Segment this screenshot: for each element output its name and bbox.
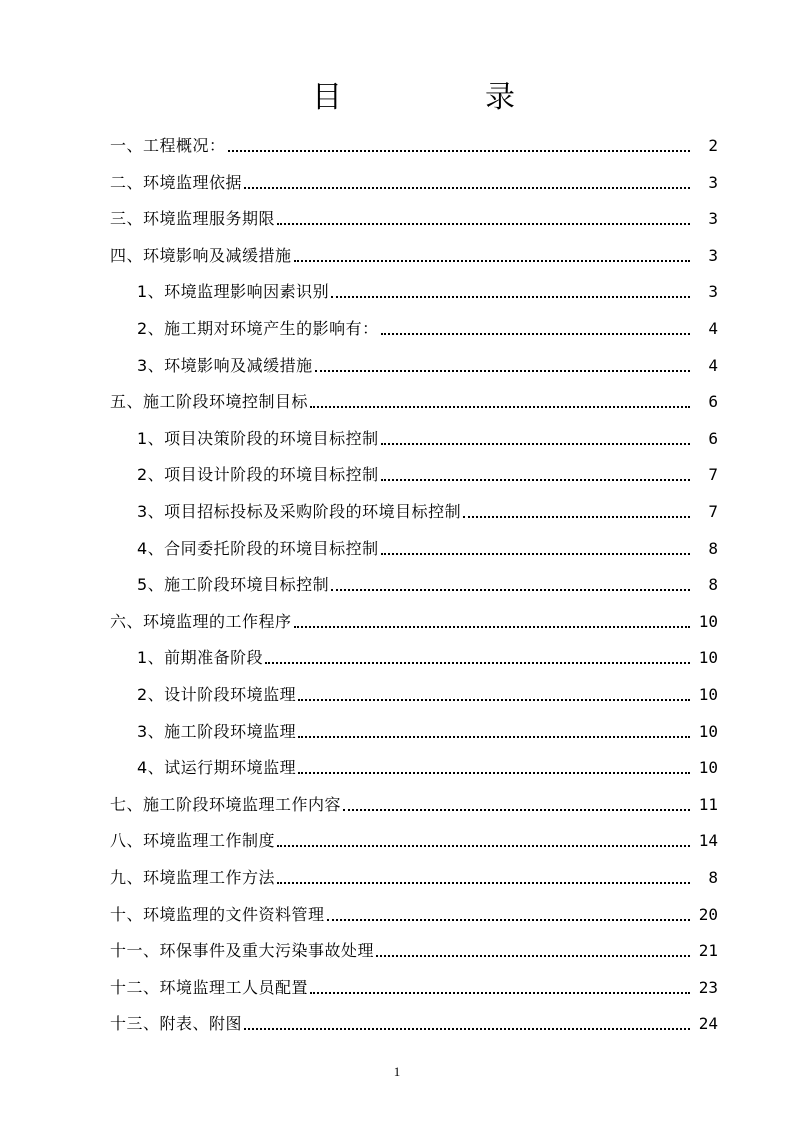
toc-entry-page-number: 7 (708, 502, 718, 521)
toc-entry-label: 四、环境影响及减缓措施 (110, 245, 292, 265)
toc-entry-label: 十、环境监理的文件资料管理 (110, 904, 325, 924)
toc-dot-leader (315, 370, 690, 372)
toc-entry-label: 五、施工阶段环境控制目标 (110, 392, 309, 412)
toc-entry-page-number: 10 (698, 758, 718, 778)
toc-entry-page-number: 8 (708, 575, 718, 595)
toc-entry-page-number: 20 (698, 904, 718, 924)
toc-entry-page-number: 23 (698, 977, 718, 997)
toc-dot-leader (327, 919, 690, 921)
toc-entry-label: 3、项目招标投标及采购阶段的环境目标控制 (137, 502, 462, 521)
toc-entry-page-number: 8 (708, 868, 718, 887)
toc-entry-page-number: 11 (698, 794, 718, 814)
toc-entry-page-number: 3 (708, 209, 718, 229)
toc-entry[interactable] (0, 529, 794, 559)
toc-entry-label: 二、环境监理依据 (110, 172, 243, 192)
toc-dot-leader (298, 699, 690, 701)
toc-entry-page-number: 8 (708, 538, 718, 558)
toc-entry-label: 4、试运行期环境监理 (137, 758, 297, 778)
toc-entry-label: 六、环境监理的工作程序 (110, 611, 292, 631)
toc-dot-leader (381, 553, 690, 555)
toc-dot-leader (298, 736, 690, 738)
toc-dot-leader (463, 516, 690, 518)
toc-entry-label: 2、项目设计阶段的环境目标控制 (137, 465, 379, 485)
toc-entry-page-number: 4 (708, 355, 718, 375)
toc-entry-label: 十二、环境监理工人员配置 (110, 977, 309, 997)
toc-entry-page-number: 3 (708, 282, 718, 302)
toc-dot-leader (294, 626, 690, 628)
title-char-1: 目 (312, 80, 342, 115)
toc-entry[interactable] (0, 199, 794, 229)
toc-entry-page-number: 7 (708, 465, 718, 485)
toc-entry-label: 1、前期准备阶段 (137, 648, 264, 668)
toc-dot-leader (331, 296, 690, 298)
toc-entry-page-number: 10 (698, 721, 718, 741)
toc-entry[interactable] (0, 346, 794, 376)
toc-dot-leader (228, 150, 690, 152)
toc-entry[interactable] (0, 638, 794, 668)
toc-entry-label: 十一、环保事件及重大污染事故处理 (110, 941, 375, 961)
toc-entry[interactable] (0, 858, 794, 888)
toc-entry-page-number: 2 (708, 136, 718, 155)
toc-dot-leader (298, 772, 690, 774)
toc-entry-page-number: 3 (708, 245, 718, 265)
toc-entry[interactable] (0, 382, 794, 412)
toc-entry-label: 3、环境影响及减缓措施 (137, 355, 313, 375)
toc-dot-leader (265, 662, 690, 664)
toc-dot-leader (381, 443, 690, 445)
toc-entry-label: 2、施工期对环境产生的影响有： (137, 319, 379, 338)
toc-entry[interactable] (0, 895, 794, 925)
toc-entry[interactable] (0, 712, 794, 742)
toc-dot-leader (381, 479, 690, 481)
toc-dot-leader (310, 406, 690, 408)
toc-entry[interactable] (0, 236, 794, 266)
toc-entry[interactable] (0, 163, 794, 193)
toc-entry[interactable] (0, 309, 794, 339)
toc-entry-label: 1、项目决策阶段的环境目标控制 (137, 428, 379, 448)
toc-dot-leader (381, 333, 690, 335)
toc-dot-leader (277, 845, 690, 847)
toc-entry[interactable] (0, 602, 794, 632)
toc-entry-page-number: 3 (708, 172, 718, 192)
toc-entry-label: 八、环境监理工作制度 (110, 831, 276, 851)
toc-dot-leader (331, 589, 690, 591)
page-title (0, 78, 794, 118)
toc-entry-page-number: 24 (698, 1014, 718, 1034)
toc-dot-leader (277, 223, 690, 225)
toc-entry-label: 三、环境监理服务期限 (110, 209, 276, 229)
toc-entry-label: 九、环境监理工作方法 (110, 868, 276, 887)
toc-entry[interactable] (0, 785, 794, 815)
toc-entry-page-number: 6 (708, 428, 718, 448)
toc-entry-page-number: 21 (698, 941, 718, 961)
title-char-2: 录 (485, 80, 515, 115)
toc-dot-leader (244, 1028, 690, 1030)
toc-entry-page-number: 6 (708, 392, 718, 412)
toc-entry[interactable] (0, 931, 794, 961)
toc-entry-label: 4、合同委托阶段的环境目标控制 (137, 538, 379, 558)
page-number: 1 (393, 1064, 401, 1079)
toc-dot-leader (277, 882, 690, 884)
toc-entry[interactable] (0, 492, 794, 522)
toc-entry[interactable] (0, 675, 794, 705)
toc-entry[interactable] (0, 455, 794, 485)
toc-dot-leader (376, 955, 690, 957)
toc-entry[interactable] (0, 748, 794, 778)
toc-entry-page-number: 10 (698, 611, 718, 631)
toc-entry-page-number: 4 (708, 319, 718, 338)
toc-entry[interactable] (0, 419, 794, 449)
toc-dot-leader (244, 187, 690, 189)
toc-entry-label: 1、环境监理影响因素识别 (137, 282, 330, 302)
toc-entry-page-number: 14 (698, 831, 718, 851)
toc-entry-label: 3、施工阶段环境监理 (137, 721, 297, 741)
toc-entry-label: 七、施工阶段环境监理工作内容 (110, 794, 342, 814)
toc-dot-leader (310, 992, 690, 994)
toc-entry[interactable] (0, 1004, 794, 1034)
toc-entry-label: 5、施工阶段环境目标控制 (137, 575, 330, 595)
toc-dot-leader (294, 260, 690, 262)
toc-entry[interactable] (0, 565, 794, 595)
toc-entry-page-number: 10 (698, 685, 718, 704)
toc-entry-label: 十三、附表、附图 (110, 1014, 243, 1034)
toc-entry-label: 2、设计阶段环境监理 (137, 685, 297, 704)
toc-entry-label: 一、工程概况： (110, 136, 226, 155)
toc-entry[interactable] (0, 126, 794, 156)
toc-entry[interactable] (0, 821, 794, 851)
toc-entry-page-number: 10 (698, 648, 718, 668)
toc-entry[interactable] (0, 272, 794, 302)
toc-dot-leader (343, 809, 690, 811)
toc-entry[interactable] (0, 968, 794, 998)
